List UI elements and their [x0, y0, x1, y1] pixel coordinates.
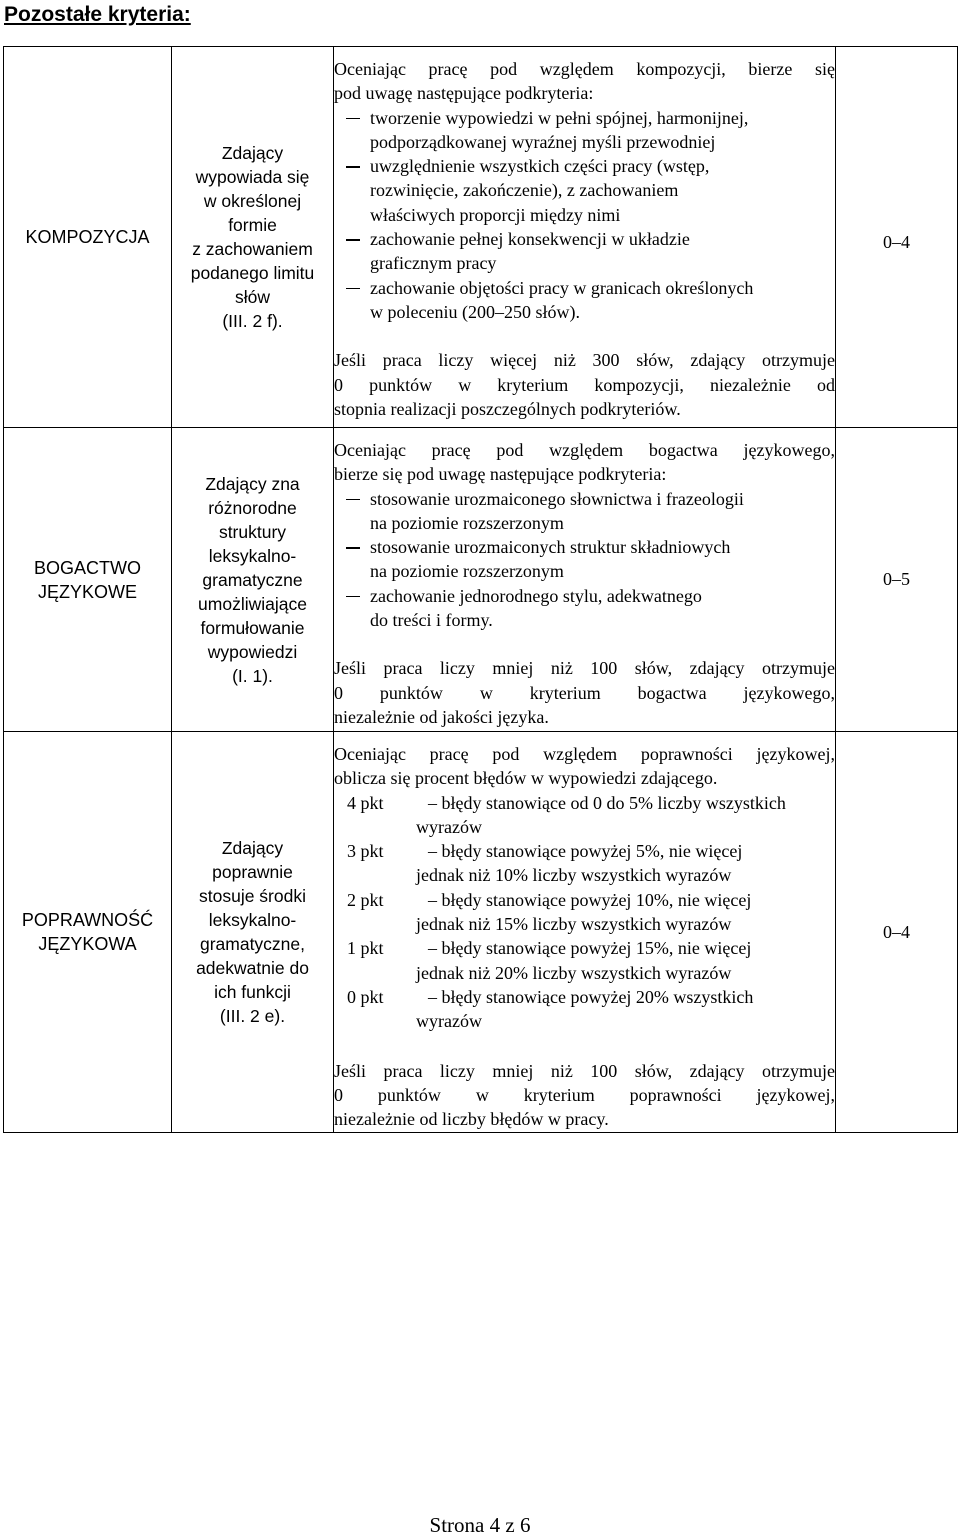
- criterion-points: 0–4: [836, 732, 958, 1133]
- list-item: [334, 936, 835, 985]
- text-line: – błędy stanowiące od 0 do 5% liczby wszystkich: [428, 792, 786, 813]
- criterion-row-composition: [4, 47, 958, 428]
- list-item: [334, 276, 835, 325]
- text-line: w poleceniu (200–250 słów).: [370, 301, 580, 322]
- text-line: z zachowaniem: [192, 239, 313, 259]
- text-line: oblicza się procent błędów w wypowiedzi zdającego.: [334, 768, 718, 789]
- text-line: 1 pkt: [347, 938, 384, 959]
- text-line: adekwatnie do: [196, 958, 309, 978]
- criterion-row-vocabulary: [4, 428, 958, 732]
- text-line: w określonej: [203, 191, 302, 211]
- criterion-name: [4, 732, 172, 1133]
- text-line: Jeśli praca liczy mniej niż 100 słów, zdający otrzymuje: [334, 1060, 835, 1081]
- list-item: [334, 154, 835, 227]
- text-line: stosowanie urozmaiconych struktur składniowych: [370, 537, 731, 558]
- text-line: wyrazów: [416, 1011, 482, 1032]
- criterion-note: [334, 1059, 835, 1132]
- criterion-skill: [172, 732, 334, 1133]
- list-item: [334, 791, 835, 840]
- text-line: Zdający: [221, 143, 284, 163]
- text-line: struktury: [218, 521, 287, 542]
- text-line: zachowanie jednorodnego stylu, adekwatnego: [370, 585, 702, 606]
- text-line: leksykalno-: [208, 910, 297, 930]
- text-line: uwzględnienie wszystkich części pracy (wstęp,: [370, 156, 710, 177]
- criterion-note: [334, 348, 835, 421]
- text-line: wyrazów: [416, 816, 482, 837]
- text-line: podanego limitu: [190, 263, 315, 283]
- subcriteria-list: [334, 106, 835, 325]
- text-line: Zdający: [221, 838, 284, 858]
- text-line: niezależnie od jakości języka.: [334, 706, 549, 727]
- text-line: – błędy stanowiące powyżej 20% wszystkich: [428, 986, 754, 1007]
- text-line: graficznym pracy: [370, 253, 497, 274]
- text-line: leksykalno-: [208, 545, 297, 566]
- text-line: BOGACTWO: [34, 557, 141, 578]
- text-line: na poziomie rozszerzonym: [370, 512, 564, 533]
- page-footer: Strona 4 z 6: [429, 1513, 531, 1537]
- error-bands: [334, 791, 835, 1034]
- list-item: [334, 227, 835, 276]
- list-item: [334, 888, 835, 937]
- text-line: właściwych proporcji między nimi: [370, 204, 621, 225]
- text-line: formułowanie: [200, 617, 305, 638]
- criterion-description: [334, 428, 836, 732]
- subcriteria-list: [334, 487, 835, 633]
- text-line: 3 pkt: [347, 841, 384, 862]
- text-line: podporządkowanej wyraźnej myśli przewodniej: [370, 131, 716, 152]
- list-item: [334, 535, 835, 584]
- text-line: Oceniając pracę pod względem kompozycji, bierze się: [334, 59, 835, 79]
- section-heading: Pozostałe kryteria:: [4, 3, 191, 26]
- text-line: POPRAWNOŚĆ: [21, 910, 154, 930]
- text-line: Jeśli praca liczy mniej niż 100 słów, zdający otrzymuje: [334, 658, 835, 679]
- text-line: bierze się pod uwagę następujące podkryteria:: [334, 464, 667, 485]
- text-line: ich funkcji: [214, 982, 291, 1002]
- list-item: [334, 985, 835, 1034]
- text-line: rozwinięcie, zakończenie), z zachowaniem: [370, 180, 679, 201]
- text-line: (III. 2 e).: [219, 1006, 286, 1026]
- text-line: wypowiedzi: [207, 641, 298, 662]
- text-line: – błędy stanowiące powyżej 10%, nie więcej: [428, 889, 752, 910]
- text-line: 0 punktów w kryterium poprawności językowej,: [334, 1084, 835, 1105]
- criterion-skill: [172, 47, 334, 428]
- text-line: do treści i formy.: [370, 610, 493, 631]
- text-line: stopnia realizacji poszczególnych podkryteriów.: [334, 398, 681, 419]
- criterion-name: [4, 47, 172, 428]
- text-line: 0 pkt: [347, 986, 384, 1007]
- text-line: JĘZYKOWA: [38, 934, 137, 954]
- criterion-description: [334, 47, 836, 428]
- text-line: (I. 1).: [232, 665, 273, 686]
- text-line: wypowiada się: [195, 167, 310, 187]
- text-line: stosuje środki: [199, 886, 306, 906]
- text-line: umożliwiające: [198, 593, 307, 614]
- text-line: stosowanie urozmaiconego słownictwa i frazeologii: [370, 488, 744, 509]
- text-line: jednak niż 10% liczby wszystkich wyrazów: [416, 865, 732, 886]
- criterion-points: 0–5: [836, 428, 958, 732]
- list-item: [334, 839, 835, 888]
- text-line: Jeśli praca liczy więcej niż 300 słów, zdający otrzymuje: [334, 350, 835, 371]
- text-line: różnorodne: [208, 497, 297, 518]
- criterion-note: [334, 656, 835, 729]
- text-line: zachowanie pełnej konsekwencji w układzie: [370, 229, 690, 250]
- text-line: Zdający zna: [205, 473, 300, 494]
- text-line: – błędy stanowiące powyżej 15%, nie więcej: [428, 938, 752, 959]
- criterion-skill: [172, 428, 334, 732]
- text-line: 0 punktów w kryterium bogactwa językowego,: [334, 682, 835, 703]
- criterion-points: 0–4: [836, 47, 958, 428]
- text-line: (III. 2 f).: [222, 311, 283, 331]
- text-line: gramatyczne: [202, 569, 303, 590]
- list-item: [334, 106, 835, 155]
- text-line: 2 pkt: [347, 889, 384, 910]
- list-item: [334, 487, 835, 536]
- text-line: JĘZYKOWE: [37, 581, 137, 602]
- text-line: poprawnie: [212, 862, 293, 882]
- text-line: pod uwagę następujące podkryteria:: [334, 83, 594, 104]
- text-line: formie: [228, 215, 277, 235]
- criteria-table: [3, 46, 958, 1133]
- text-line: KOMPOZYCJA: [25, 227, 150, 247]
- text-line: jednak niż 20% liczby wszystkich wyrazów: [416, 962, 732, 983]
- text-line: 4 pkt: [347, 792, 384, 813]
- text-line: Oceniając pracę pod względem poprawności językowej,: [334, 744, 835, 764]
- text-line: tworzenie wypowiedzi w pełni spójnej, harmonijnej,: [370, 107, 749, 128]
- text-line: jednak niż 15% liczby wszystkich wyrazów: [416, 914, 732, 935]
- text-line: 0 punktów w kryterium kompozycji, niezależnie od: [334, 374, 835, 395]
- text-line: gramatyczne,: [199, 934, 306, 954]
- text-line: słów: [234, 287, 270, 307]
- list-item: [334, 584, 835, 633]
- criterion-row-correctness: [4, 732, 958, 1133]
- text-line: zachowanie objętości pracy w granicach określonych: [370, 277, 754, 298]
- text-line: niezależnie od liczby błędów w pracy.: [334, 1109, 609, 1130]
- criterion-name: [4, 428, 172, 732]
- text-line: Oceniając pracę pod względem bogactwa językowego,: [334, 440, 835, 460]
- criterion-description: [334, 732, 836, 1133]
- text-line: – błędy stanowiące powyżej 5%, nie więcej: [428, 841, 743, 862]
- text-line: na poziomie rozszerzonym: [370, 561, 564, 582]
